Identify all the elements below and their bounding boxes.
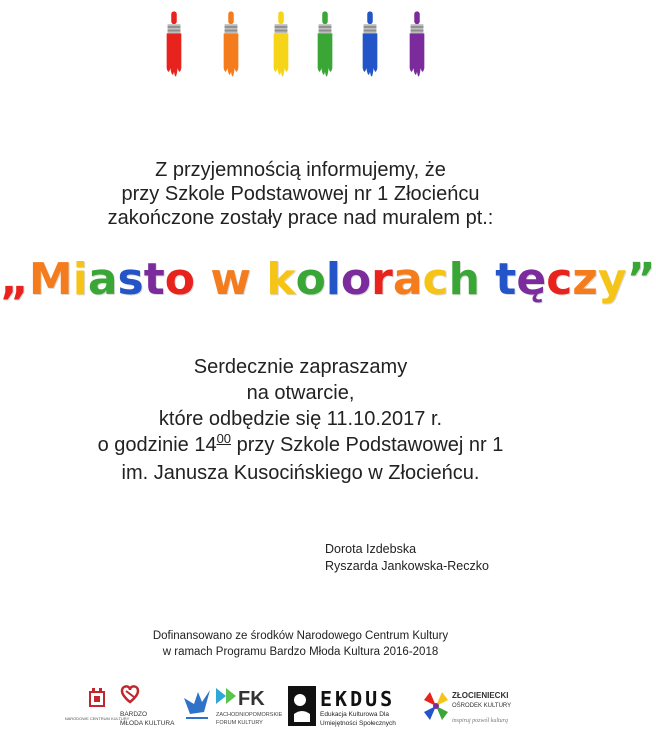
invite-line-2: na otwarcie, [246, 382, 355, 404]
invite-time-minutes: 00 [216, 431, 232, 446]
ekdus-sub-2: Umiejętności Społecznych [320, 720, 396, 727]
bmk-line-2: MŁODA KULTURA [120, 720, 175, 727]
bmk-line-1: BARDZO [120, 711, 148, 718]
zok-logo [422, 684, 518, 734]
title-letter: z [572, 254, 598, 305]
paint-brush-icon [163, 8, 185, 88]
zok-line-2: OŚRODEK KULTURY [452, 703, 512, 709]
paint-brush-icon [406, 8, 428, 88]
invite-venue: przy Szkole Podstawowej nr 1 [231, 434, 504, 456]
invite-time-prefix: o godzinie 14 [97, 434, 217, 456]
invite-line-4 [0, 432, 601, 460]
fk-sub-2: FORUM KULTURY [216, 720, 263, 726]
title-letter: o [295, 254, 326, 305]
title-letter: ę [516, 254, 547, 305]
funding-line-2: w ramach Programu Bardzo Młoda Kultura 2016-2018 [162, 646, 439, 658]
paint-brush-icon [359, 8, 381, 88]
title-letter: o [164, 254, 195, 305]
title-letter: k [266, 254, 296, 305]
invite-line-1: Serdecznie zapraszamy [193, 356, 408, 378]
funding-line-1: Dofinansowano ze środków Narodowego Centrum Kultury [152, 630, 449, 642]
title-letter: y [597, 254, 627, 305]
bmk-logo [116, 684, 178, 734]
intro-text [0, 158, 601, 230]
title-letter [195, 244, 210, 316]
title-letter: c [546, 254, 573, 305]
fk-sub-1: ZACHODNIOPOMORSKIE [216, 712, 283, 718]
signer-2: Ryszarda Jankowska-Reczko [325, 559, 489, 573]
paint-brush-icon [314, 8, 336, 88]
title-letter: o [340, 254, 372, 305]
ekdus-sub-1: Edukacja Kulturowa Dla [320, 711, 390, 718]
intro-line-1: Z przyjemnością informujemy, że [155, 159, 446, 181]
invitation-text [0, 354, 601, 486]
invite-line-5: im. Janusza Kusocińskiego w Złocieńcu. [121, 462, 480, 484]
title-letter: s [117, 254, 144, 305]
fk-logo-text: FK [238, 688, 265, 710]
ekdus-logo [288, 684, 420, 734]
intro-line-2: przy Szkole Podstawowej nr 1 Złocieńcu [121, 183, 480, 205]
title-letter: a [392, 254, 423, 305]
title-letter: a [87, 254, 118, 305]
ekdus-logo-text: EKDUS [320, 687, 396, 711]
invite-line-3: które odbędzie się 11.10.2017 r. [158, 408, 443, 430]
title-letter [251, 244, 266, 316]
nck-logo [64, 684, 130, 734]
paint-brush-icon [220, 8, 242, 88]
title-letter: r [371, 254, 393, 305]
zok-line-1: ZŁOCIENIECKI [452, 691, 509, 700]
nck-logo-text: NARODOWE CENTRUM KULTURY [64, 716, 130, 721]
fk-logo [214, 684, 283, 734]
title-letter: h [448, 254, 480, 305]
bird-logo [182, 684, 212, 734]
sponsor-logos [0, 684, 601, 734]
signer-1: Dorota Izdebska [325, 542, 417, 556]
title-letter: c [422, 254, 449, 305]
title-letter: l [325, 254, 341, 305]
title-letter: M [28, 254, 73, 305]
title-letter [480, 244, 495, 316]
title-letter: ” [626, 254, 656, 305]
zok-tagline: inspiruj pozwól kulturą [452, 718, 509, 724]
title-letter: i [72, 254, 88, 305]
title-letter: „ [0, 254, 29, 305]
title-letter: w [210, 254, 251, 305]
signatories [325, 541, 489, 575]
paint-brushes [0, 8, 601, 88]
funding-note [0, 628, 601, 660]
title-letter: t [495, 254, 517, 305]
mural-title [0, 244, 656, 316]
paint-brush-icon [270, 8, 292, 88]
intro-line-3: zakończone zostały prace nad muralem pt.: [107, 207, 494, 229]
title-letter: t [143, 254, 165, 305]
